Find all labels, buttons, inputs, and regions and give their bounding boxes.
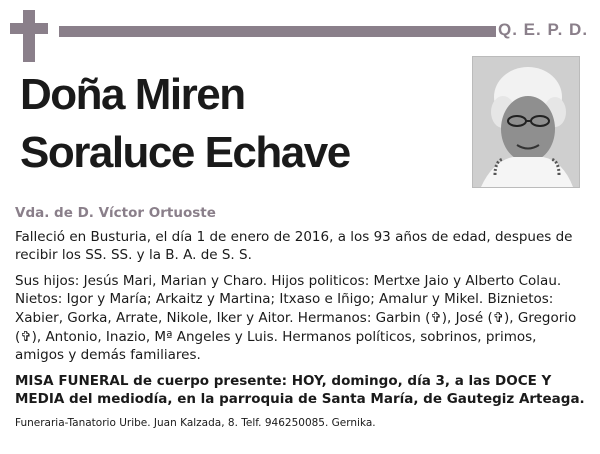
latin-cross-icon: ✞ [20,328,32,345]
cross-icon-horizontal [10,23,48,34]
name-line-2: Soraluce Echave [20,128,350,177]
death-notice: Falleció en Busturia, el día 1 de enero de 2016, a los 93 años de edad, despues de recibir los SS. SS. y la B. A. de S. S. [15,228,573,264]
obituary-body [15,204,585,430]
family-text-1: Sus hijos: Jesús Mari, Marian y Charo. Hijos politicos: Mertxe Jaio y Alberto Colau. Nietos: Igor y María; Arkaitz y Martina; Itxaso e Iñigo; Amalur y Mikel. Biznietos: Xabier, Gorka, Arrate, Nikole, Iker y Aitor. Hermanos: Garbin ( [15,272,562,326]
family-list [15,272,585,365]
qepd-label: Q. E. P. D. [498,20,589,39]
funeral-mass: MISA FUNERAL de cuerpo presente: HOY, domingo, día 3, a las DOCE Y MEDIA del mediodía, en la parroquia de Santa María, de Gautegiz Arteaga. [15,372,585,408]
portrait-illustration [473,57,579,187]
cross-icon-vertical [23,10,35,62]
deceased-name [20,66,460,182]
name-line-1: Doña Miren [20,70,245,119]
latin-cross-icon: ✞ [492,309,505,326]
family-text-3: ), Gregorio ( [15,309,577,345]
portrait-photo [472,56,580,188]
latin-cross-icon: ✞ [430,309,442,326]
header-rule [59,26,496,37]
widow-of: Vda. de D. Víctor Ortuoste [15,205,216,221]
family-text-4: ), Antonio, Inazio, Mª Angeles y Luis. Hermanos políticos, sobrinos, primos, amigos y demás familiares. [15,328,537,364]
family-text-2: ), José ( [441,309,493,326]
funeral-home: Funeraria-Tanatorio Uribe. Juan Kalzada, 8. Telf. 946250085. Gernika. [15,416,376,429]
